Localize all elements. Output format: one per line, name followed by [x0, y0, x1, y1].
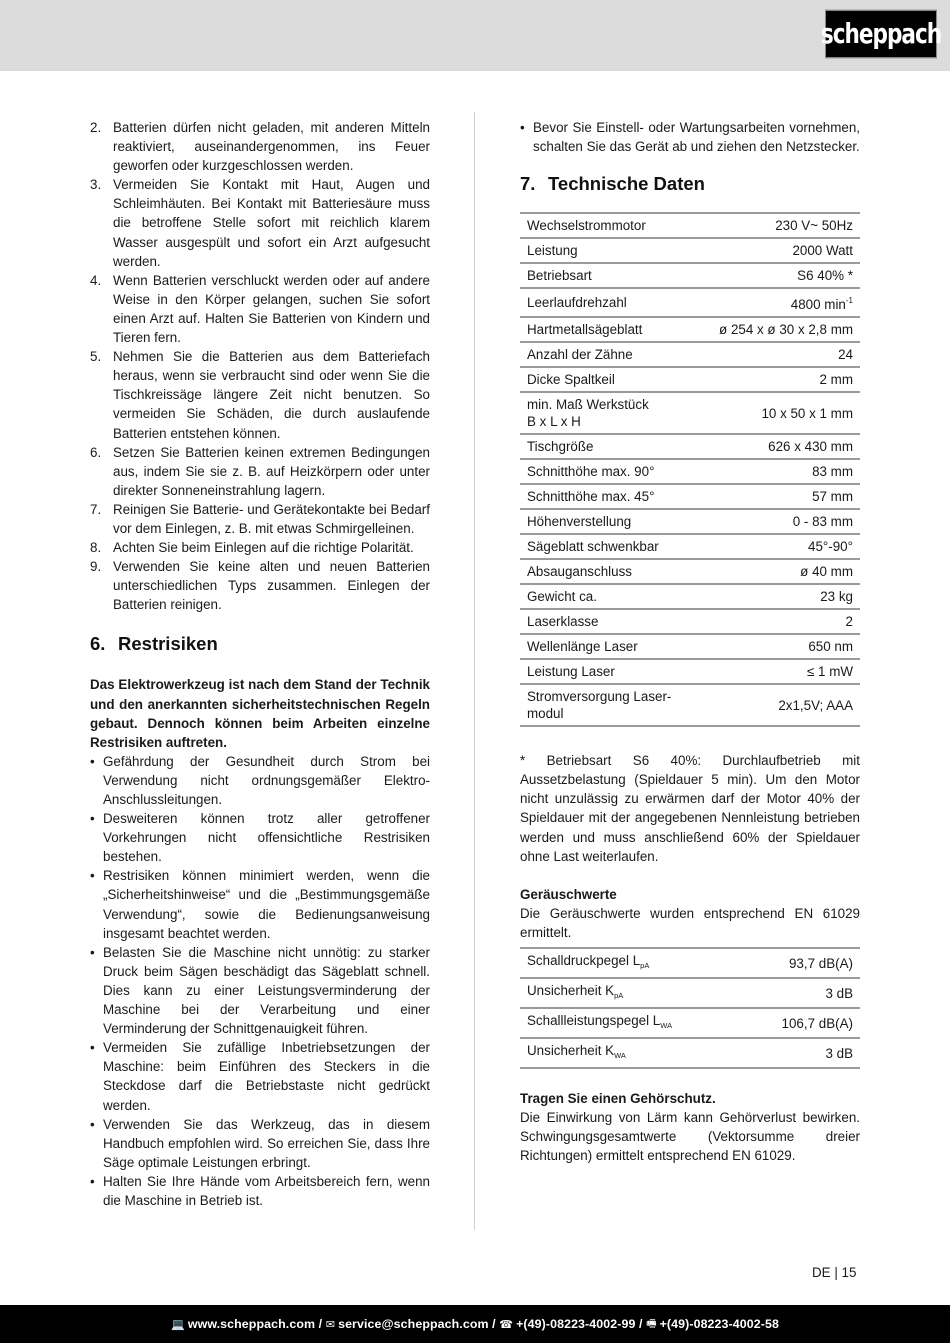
section-heading-restrisiken: 6. Restrisiken [90, 633, 218, 655]
list-item: 3. Vermeiden Sie Kontakt mit Haut, Augen und Schleimhäuten. Bei Kontakt mit Batteriesäure muss die betroffene Stelle sofort mit reichlich klarem Wasser ausgespült und sofort ein Arzt aufgesucht werden. [90, 177, 430, 269]
list-item: • Vermeiden Sie zufällige Inbetriebsetzungen der Maschine: beim Einführen des Steckers in die Steckdose darf die Betriebstaste nicht gedrückt werden. [90, 1040, 430, 1113]
phone-icon: ☎ [499, 1318, 514, 1331]
table-row: Leistung Laser ≤ 1 mW [520, 659, 860, 684]
mail-icon: ✉ [325, 1318, 336, 1331]
table-row: min. Maß Werkstück B x L x H 10 x 50 x 1 mm [520, 392, 860, 434]
list-item: 6. Setzen Sie Batterien keinen extremen Bedingungen aus, indem Sie sie z. B. auf Heizkörpern oder unter direkter Sonneneinstrahlung lagern. [90, 444, 430, 498]
scheppach-logo: scheppach [825, 10, 937, 58]
computer-icon: 💻 [171, 1318, 185, 1331]
table-row: Unsicherheit $K_{pA}$ 3 dB [520, 978, 860, 1008]
table-row: Tischgröße 626 x 430 mm [520, 434, 860, 459]
website-link[interactable]: www.scheppach.com [187, 1317, 316, 1331]
table-row: Hartmetallsägeblatt ø 254 x ø 30 x 2,8 mm [520, 317, 860, 342]
table-row: Betriebsart S6 40% * [520, 263, 860, 288]
hearing-protection-heading: Tragen Sie einen Gehörschutz. [520, 1091, 716, 1107]
list-item: • Belasten Sie die Maschine nicht unnötig: zu starker Druck beim Sägen beschädigt das Sägeblatt schnell. Dies kann zu einer Leistungsverminderung der Maschine bei der Verarbeitung und einer Verminderung der Schnittgenauigkeit führen. [90, 944, 430, 1037]
list-item: 9. Verwenden Sie keine alten und neuen Batterien unterschiedlichen Typs zusammen. Einlegen der Batterien reinigen. [90, 559, 430, 613]
noise-heading: Geräuschwerte [520, 886, 617, 902]
fax-number: +(49)-08223-4002-58 [659, 1317, 779, 1331]
hearing-protection-text: Die Einwirkung von Lärm kann Gehörverlust bewirken. Schwingungsgesamtwerte (Vektorsumme dreier Richtungen) ermittelt entsprechend EN 61029. [520, 1110, 860, 1164]
list-item: • Gefährdung der Gesundheit durch Strom bei Verwendung nicht ordnungsgemäßer Elektro-Anschlussleitungen. [90, 753, 430, 807]
right-column [520, 118, 860, 1165]
table-row: Schallleistungspegel $L_{WA}$ 106,7 dB(A) [520, 1008, 860, 1038]
table-row: Leerlaufdrehzahl 4800 $\min^{-1}$ [520, 288, 860, 317]
column-divider [474, 112, 475, 1230]
table-row: Anzahl der Zähne 24 [520, 342, 860, 367]
noise-text: Die Geräuschwerte wurden entsprechend EN 61029 ermittelt. [520, 905, 860, 940]
table-row: Laserklasse 2 [520, 609, 860, 634]
list-item: 8. Achten Sie beim Einlegen auf die richtige Polarität. [90, 540, 414, 556]
table-row: Dicke Spaltkeil 2 mm [520, 367, 860, 392]
list-item: • Halten Sie Ihre Hände vom Arbeitsbereich fern, wenn die Maschine in Betrieb ist. [90, 1173, 430, 1208]
list-item: 4. Wenn Batterien verschluckt werden oder auf andere Weise in den Körper gelangen, suchen Sie sofort einen Arzt auf. Halten Sie Batterien von Kindern und Tieren fern. [90, 272, 430, 346]
phone-number: +(49)-08223-4002-99 [516, 1317, 636, 1331]
header-band [0, 0, 950, 71]
table-row: Schalldruckpegel $L_{pA}$ 93,7 dB(A) [520, 948, 860, 978]
table-row: Stromversorgung Laser- modul 2x1,5V; AAA [520, 684, 860, 726]
battery-instructions-list [90, 118, 430, 614]
left-column [90, 118, 430, 1210]
contact-footer: 💻 www.scheppach.com / ✉ service@scheppach.com / ☎ +(49)-08223-4002-99 / 🖷 +(49)-08223-4002-58 [0, 1305, 950, 1343]
list-item: • Desweiteren können trotz aller getroffener Vorkehrungen nicht offensichtliche Restrisiken bestehen. [90, 811, 430, 865]
table-row: Wellenlänge Laser 650 nm [520, 634, 860, 659]
operating-mode-footnote: * Betriebsart S6 40%: Durchlaufbetrieb mit Aussetzbelastung (Spieldauer 5 min). Um den Motor nicht unzulässig zu erwärmen darf der Motor 40% der Spieldauer mit der angegebenen Nennleistung betrieben werden und muss anschließend 60% der Spieldauer ohne Last weiterlaufen. [520, 753, 860, 864]
list-item: 5. Nehmen Sie die Batterien aus dem Batteriefach heraus, wenn sie verbraucht sind oder wenn Sie die Tischkreissäge längere Zeit nicht benutzen. So vermeiden Sie Schäden, die durch auslaufende Batterien entstehen können. [90, 349, 430, 441]
table-row: Schnitthöhe max. 90° 83 mm [520, 459, 860, 484]
maintenance-bullet [520, 118, 860, 156]
section-heading-technische-daten: 7. Technische Daten [520, 173, 705, 195]
list-item: • Verwenden Sie das Werkzeug, das in diesem Handbuch empfohlen wird. So erreichen Sie, dass Ihre Säge optimale Leistungen erbringt. [90, 1116, 430, 1170]
table-row: Leistung 2000 Watt [520, 238, 860, 263]
list-item: 2. Batterien dürfen nicht geladen, mit anderen Mitteln reaktiviert, auseinandergenommen, ins Feuer geworfen oder kurzgeschlossen werden. [90, 120, 430, 174]
email-link[interactable]: service@scheppach.com [338, 1317, 489, 1331]
restrisiken-list [90, 752, 430, 1210]
list-item: 7. Reinigen Sie Batterie- und Gerätekontakte bei Bedarf vor dem Einlegen, z. B. mit etwas Schmirgelleinen. [90, 501, 430, 536]
table-row: Schnitthöhe max. 45° 57 mm [520, 484, 860, 509]
table-row: Höhenverstellung 0 - 83 mm [520, 509, 860, 534]
table-row: Unsicherheit $K_{WA}$ 3 dB [520, 1038, 860, 1068]
noise-values-table [520, 947, 860, 1069]
table-row: Absauganschluss ø 40 mm [520, 559, 860, 584]
table-row: Sägeblatt schwenkbar 45°-90° [520, 534, 860, 559]
fax-icon: 🖷 [646, 1317, 657, 1330]
list-item: • Bevor Sie Einstell- oder Wartungsarbeiten vornehmen, schalten Sie das Gerät ab und ziehen den Netzstecker. [520, 120, 860, 155]
technical-data-table [520, 212, 860, 727]
restrisiken-intro: Das Elektrowerkzeug ist nach dem Stand der Technik und den anerkannten sicherheitstechnischen Regeln gebaut. Dennoch können beim Arbeiten einzelne Restrisiken auftreten. [90, 677, 430, 750]
table-row: Gewicht ca. 23 kg [520, 584, 860, 609]
list-item: • Restrisiken können minimiert werden, wenn die „Sicherheitshinweise“ und die „Bestimmungsgemäße Verwendung“, sowie die Bedienungsanweisung insgesamt beachtet werden. [90, 868, 430, 941]
page-number: DE | 15 [812, 1265, 857, 1280]
table-row: Wechselstrommotor 230 V~ 50Hz [520, 213, 860, 238]
